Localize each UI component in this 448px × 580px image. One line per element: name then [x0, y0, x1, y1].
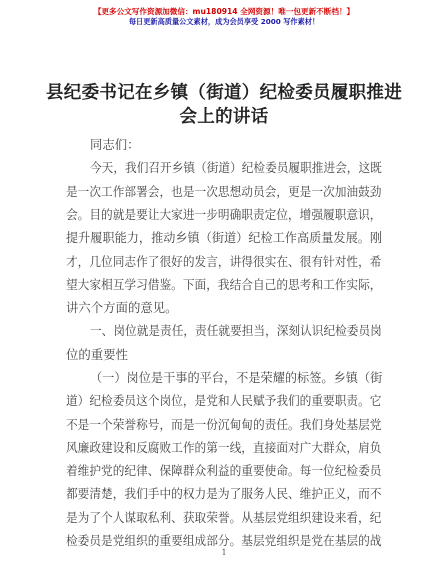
body-line: 今天，我们召开乡镇（街道）纪检委员履职推进会，这既 [90, 160, 382, 176]
section-heading: 一、岗位就是责任，责任就要担当，深刻认识纪检委员岗 [90, 323, 382, 339]
title-line-1: 县纪委书记在乡镇（街道）纪检委员履职推进 [46, 83, 402, 103]
promo-banner-line-2: 每日更新高质量公文素材，成为会员享受 2000 写作素材！ [128, 17, 320, 26]
body-line: 会。目的就是要让大家进一步明确职责定位，增强履职意识， [66, 206, 382, 222]
body-line: 道）纪检委员这个岗位，是党和人民赋予我们的重要职责。它 [66, 393, 382, 409]
body-line: 检委员是党组织的重要组成部分。基层党组织是党在基层的战 [66, 533, 382, 548]
body-line: 讲六个方面的意见。 [66, 300, 178, 316]
body-line: 是一次工作部署会，也是一次思想动员会，更是一次加油鼓劲 [66, 183, 382, 199]
section-heading: 位的重要性 [66, 346, 128, 362]
body-line: 望大家相互学习借鉴。下面，我结合自己的思考和工作实际， [66, 276, 382, 292]
body-line: （一）岗位是干事的平台，不是荣耀的标签。乡镇（街 [90, 369, 383, 385]
body-line: 才，几位同志作了很好的发言，讲得很实在、很有针对性，希 [66, 253, 382, 269]
promo-banner-line-1: 【更多公文写作资源加微信：mu180914 全网资源！唯一包更新不断档！】 [93, 7, 355, 16]
document-title [40, 81, 408, 129]
body-line: 是为了个人谋取私利、获取荣誉。从基层党组织建设来看，纪 [66, 509, 382, 525]
body-line: 着维护党的纪律、保障群众利益的重要使命。每一位纪检委员 [66, 463, 382, 479]
body-line: 不是一个荣誉称号，而是一份沉甸甸的责任。我们身处基层党 [66, 416, 382, 432]
body-line: 提升履职能力，推动乡镇（街道）纪检工作高质量发展。刚 [66, 230, 383, 246]
page-number: 1 [221, 548, 227, 557]
salutation: 同志们： [90, 137, 140, 152]
body-line: 都要清楚，我们手中的权力是为了服务人民、维护正义，而不 [66, 486, 382, 502]
title-line-2: 会上的讲话 [179, 107, 269, 127]
body-line: 风廉政建设和反腐败工作的第一线，直接面对广大群众，肩负 [66, 439, 382, 455]
